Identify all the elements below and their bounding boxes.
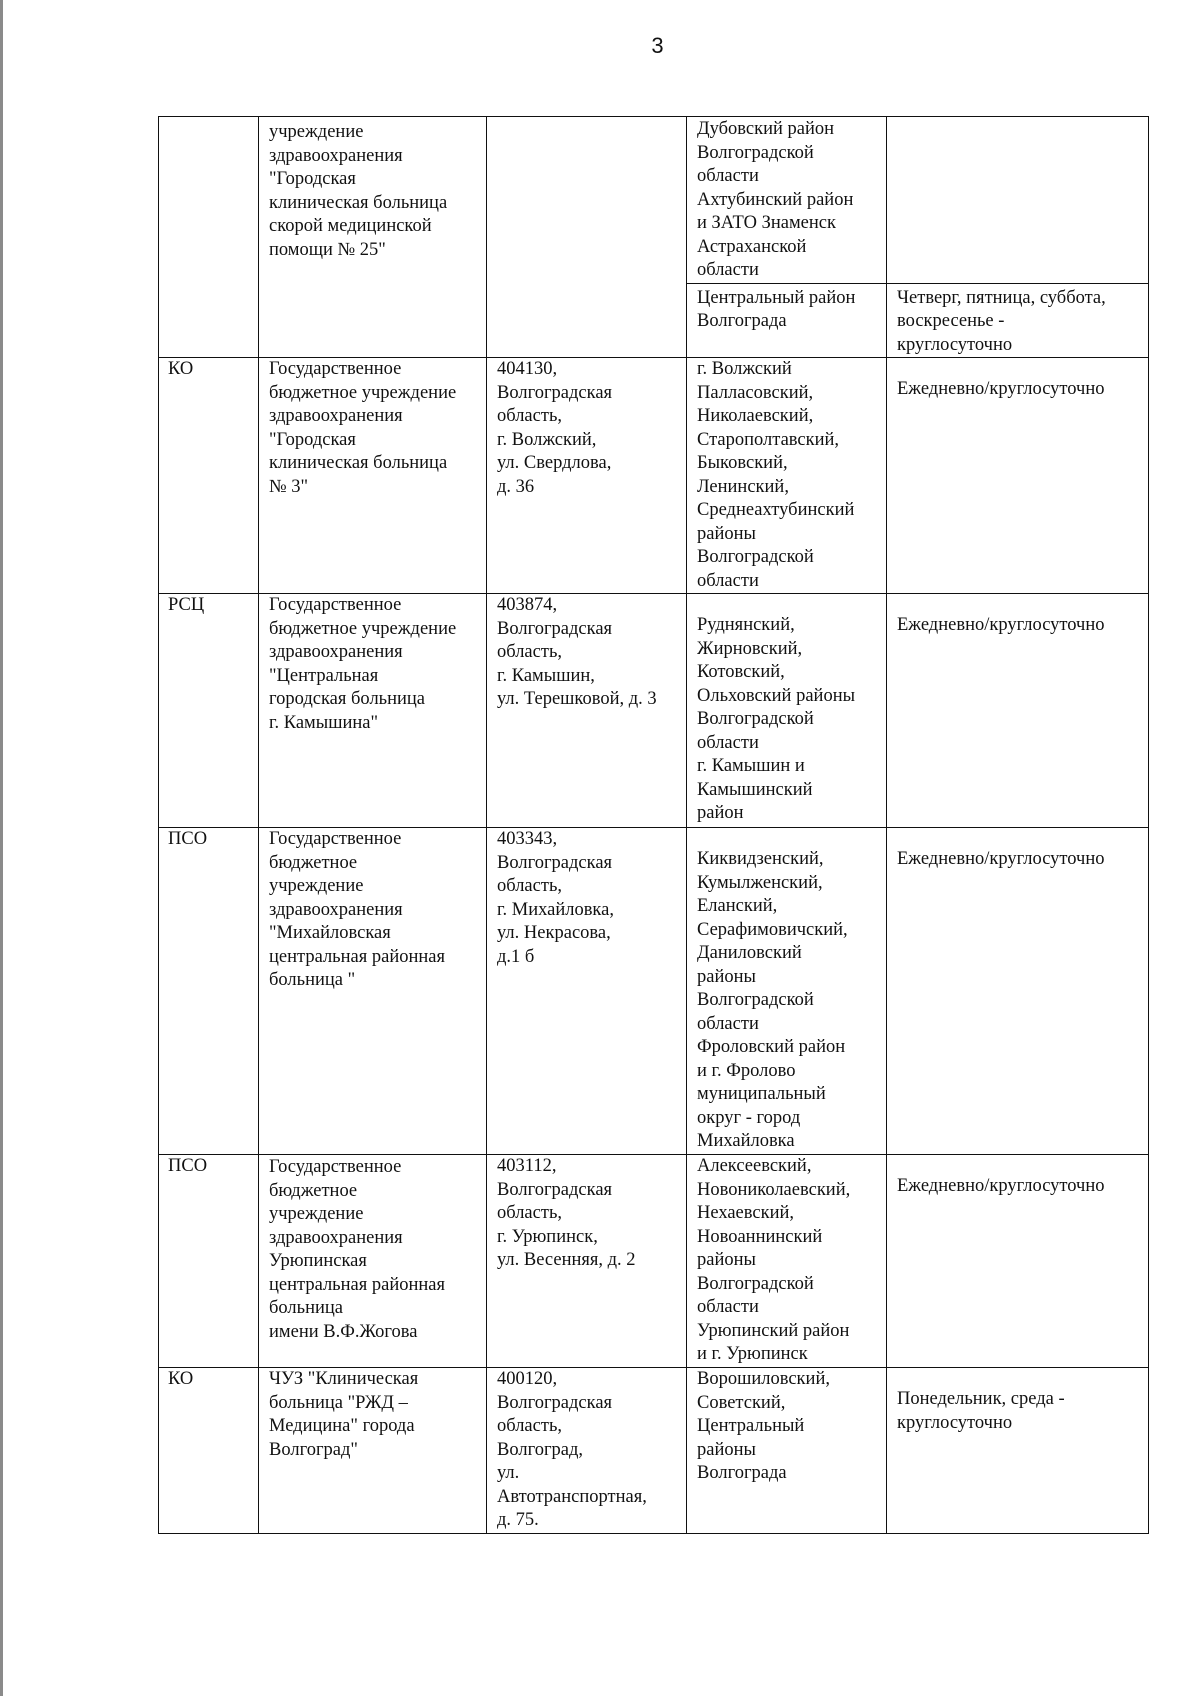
institution-cell: учреждение здравоохранения "Городская клиническая больница скорой медицинской помощи № 25" xyxy=(259,117,487,358)
schedule-cell: Четверг, пятница, суббота, воскресенье - круглосуточно xyxy=(887,283,1149,358)
address-cell: 403343, Волгоградская область, г. Михайловка, ул. Некрасова, д.1 б xyxy=(487,828,687,1155)
table-row xyxy=(159,594,1149,828)
area-cell: Алексеевский, Новониколаевский, Нехаевский, Новоаннинский районы Волгоградской области Урюпинский район и г. Урюпинск xyxy=(687,1155,887,1368)
address-cell: 403112, Волгоградская область, г. Урюпинск, ул. Весенняя, д. 2 xyxy=(487,1155,687,1368)
address-cell: 403874, Волгоградская область, г. Камышин, ул. Терешковой, д. 3 xyxy=(487,594,687,828)
area-cell: Дубовский район Волгоградской области Ахтубинский район и ЗАТО Знаменск Астраханской области xyxy=(687,117,887,284)
institution-cell: Государственное бюджетное учреждение здравоохранения "Михайловская центральная районная больница " xyxy=(259,828,487,1155)
schedule-cell: Ежедневно/круглосуточно xyxy=(887,594,1149,828)
type-cell: РСЦ xyxy=(159,594,259,828)
schedule-cell: Понедельник, среда - круглосуточно xyxy=(887,1368,1149,1534)
scan-edge xyxy=(0,0,3,1696)
address-cell: 400120, Волгоградская область, Волгоград, ул. Автотранспортная, д. 75. xyxy=(487,1368,687,1534)
type-cell: КО xyxy=(159,1368,259,1534)
schedule-cell xyxy=(887,117,1149,284)
institution-cell: Государственное бюджетное учреждение здравоохранения Урюпинская центральная районная больница имени В.Ф.Жогова xyxy=(259,1155,487,1368)
schedule-cell: Ежедневно/круглосуточно xyxy=(887,828,1149,1155)
type-cell xyxy=(159,117,259,358)
type-cell: КО xyxy=(159,358,259,594)
table-row xyxy=(159,1155,1149,1368)
table-row xyxy=(159,117,1149,284)
area-cell: Ворошиловский, Советский, Центральный районы Волгограда xyxy=(687,1368,887,1534)
type-cell: ПСО xyxy=(159,1155,259,1368)
area-cell: Киквидзенский, Кумылженский, Еланский, Серафимовичский, Даниловский районы Волгоградской области Фроловский район и г. Фролово муниципальный округ - город Михайловка xyxy=(687,828,887,1155)
table-row xyxy=(159,828,1149,1155)
address-cell xyxy=(487,117,687,358)
area-cell: Центральный район Волгограда xyxy=(687,283,887,358)
document-table xyxy=(158,116,1149,1534)
institution-cell: Государственное бюджетное учреждение здравоохранения "Городская клиническая больница № 3" xyxy=(259,358,487,594)
institution-cell: ЧУЗ "Клиническая больница "РЖД – Медицина" города Волгоград" xyxy=(259,1368,487,1534)
institution-cell: Государственное бюджетное учреждение здравоохранения "Центральная городская больница г. Камышина" xyxy=(259,594,487,828)
area-cell: Руднянский, Жирновский, Котовский, Ольховский районы Волгоградской области г. Камышин и Камышинский район xyxy=(687,594,887,828)
table-row xyxy=(159,1368,1149,1534)
address-cell: 404130, Волгоградская область, г. Волжский, ул. Свердлова, д. 36 xyxy=(487,358,687,594)
area-cell: г. Волжский Палласовский, Николаевский, Старополтавский, Быковский, Ленинский, Среднеахтубинский районы Волгоградской области xyxy=(687,358,887,594)
type-cell: ПСО xyxy=(159,828,259,1155)
schedule-cell: Ежедневно/круглосуточно xyxy=(887,1155,1149,1368)
page-number: 3 xyxy=(651,33,664,58)
table-row xyxy=(159,358,1149,594)
schedule-cell: Ежедневно/круглосуточно xyxy=(887,358,1149,594)
